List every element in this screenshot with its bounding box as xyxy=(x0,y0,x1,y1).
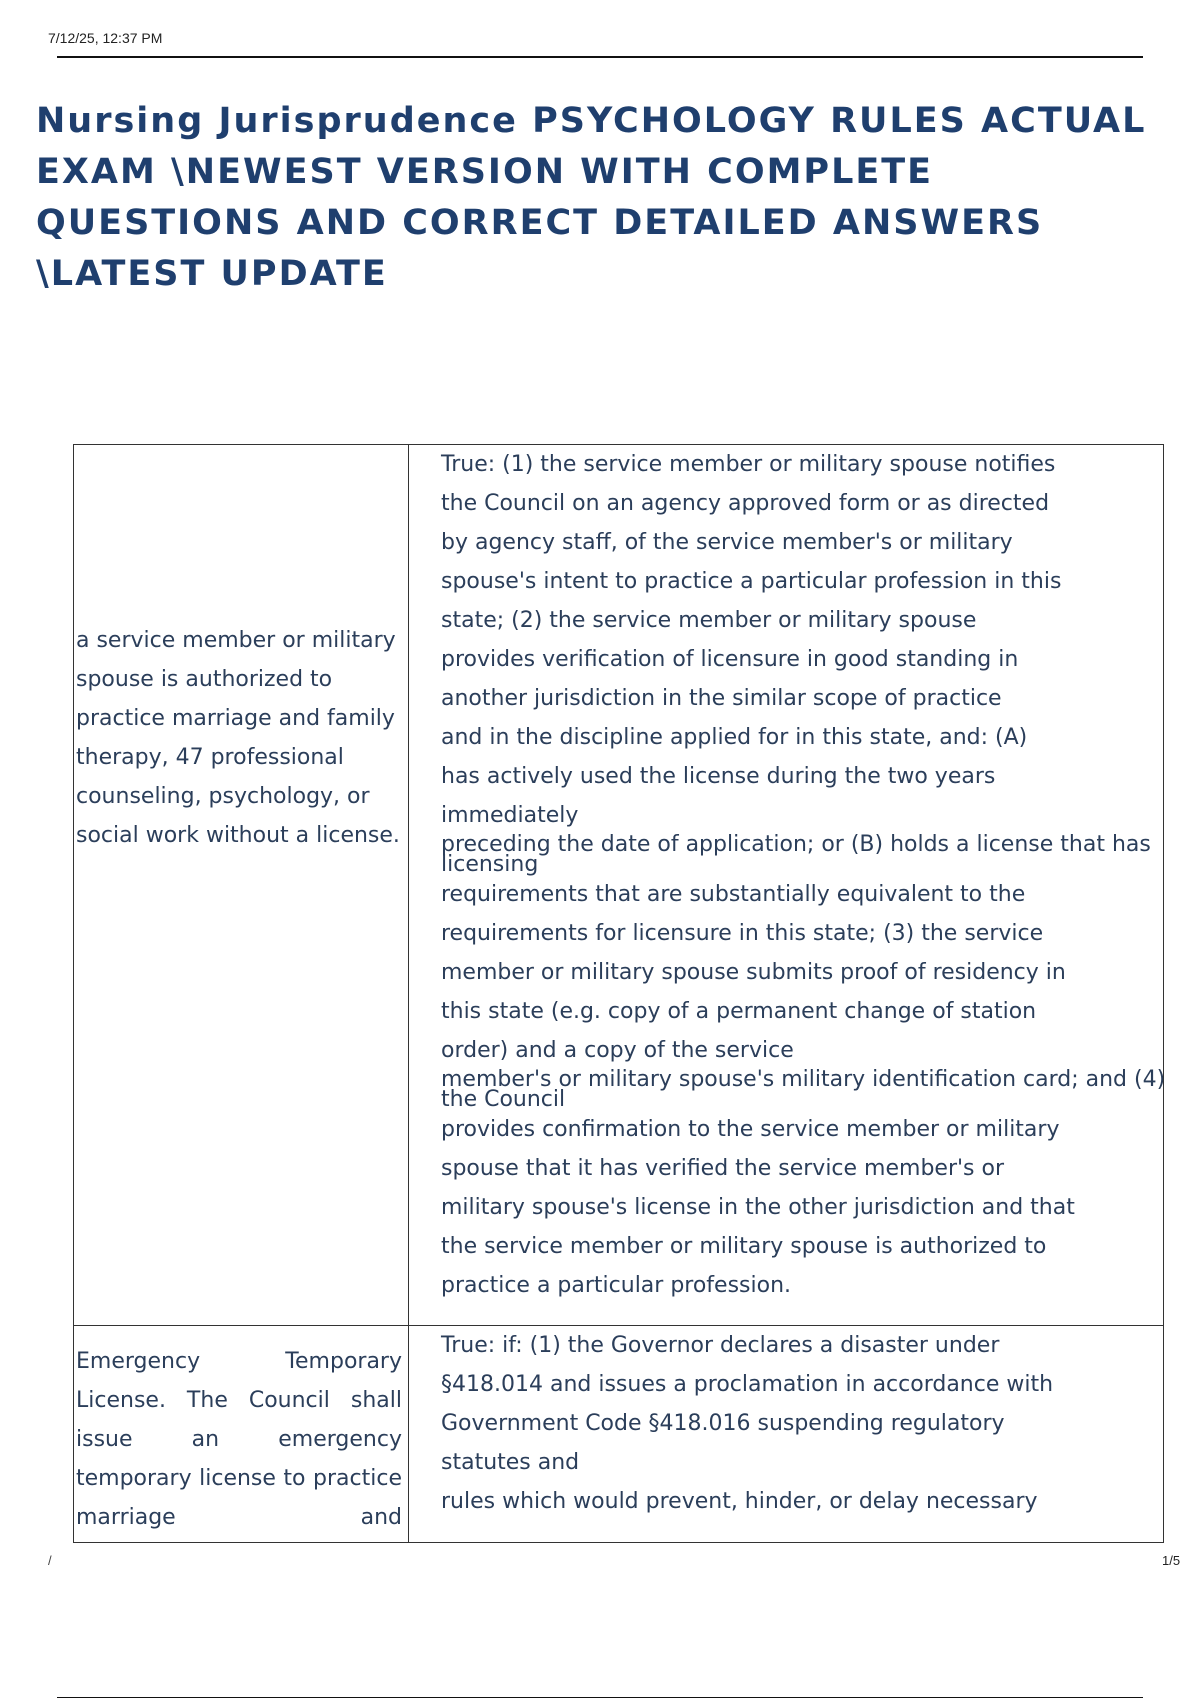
answer-text xyxy=(409,1326,1163,1542)
answer-line: True: if: (1) the Governor declares a disaster under xyxy=(441,1333,1000,1358)
answer-line: state; (2) the service member or military spouse xyxy=(441,608,977,633)
answer-line: the Council xyxy=(441,1087,566,1112)
question-cell xyxy=(74,445,409,1326)
answer-line: spouse that it has verified the service member's or xyxy=(441,1156,1005,1181)
answer-line: order) and a copy of the service xyxy=(441,1038,794,1063)
answer-line: member's or military spouse's military identification card; and (4) xyxy=(441,1067,1166,1092)
answer-text xyxy=(409,445,1166,1313)
answer-line: rules which would prevent, hinder, or delay necessary xyxy=(441,1489,1038,1514)
answer-line: Government Code §418.016 suspending regulatory xyxy=(441,1411,1005,1436)
qa-table xyxy=(73,444,1164,1543)
answer-line: provides confirmation to the service member or military xyxy=(441,1117,1060,1142)
question-text: a service member or military spouse is authorized to practice marriage and family therapy, 47 professional counseling, psychology, or social work without a license. xyxy=(76,628,400,848)
answer-line: True: (1) the service member or military spouse notifies xyxy=(441,452,1056,477)
answer-line: provides verification of licensure in good standing in xyxy=(441,647,1019,672)
answer-line: requirements for licensure in this state; (3) the service xyxy=(441,921,1044,946)
answer-line: immediately xyxy=(441,803,579,828)
footer-rule xyxy=(57,1697,1143,1698)
answer-line: the Council on an agency approved form or as directed xyxy=(441,491,1050,516)
answer-line: military spouse's license in the other jurisdiction and that xyxy=(441,1195,1075,1220)
answer-line: §418.014 and issues a proclamation in accordance with xyxy=(441,1372,1054,1397)
answer-line: has actively used the license during the two years xyxy=(441,764,996,789)
footer-mark: / xyxy=(48,1553,52,1568)
table-row xyxy=(74,1326,1164,1543)
question-cell xyxy=(74,1326,409,1543)
answer-line: this state (e.g. copy of a permanent change of station xyxy=(441,999,1037,1024)
answer-line: by agency staff, of the service member's or military xyxy=(441,530,1013,555)
answer-line: spouse's intent to practice a particular profession in this xyxy=(441,569,1062,594)
answer-line: member or military spouse submits proof of residency in xyxy=(441,960,1066,985)
answer-line: practice a particular profession. xyxy=(441,1273,792,1298)
answer-line: requirements that are substantially equivalent to the xyxy=(441,882,1026,907)
answer-line: and in the discipline applied for in this state, and: (A) xyxy=(441,725,1028,750)
print-timestamp: 7/12/25, 12:37 PM xyxy=(48,30,163,46)
question-text: Emergency Temporary License. The Council shall issue an emergency temporary license to practice marriage and xyxy=(76,1349,402,1530)
answer-line: another jurisdiction in the similar scope of practice xyxy=(441,686,1002,711)
answer-cell xyxy=(409,445,1164,1326)
answer-line: licensing xyxy=(441,852,539,877)
answer-cell xyxy=(409,1326,1164,1543)
answer-line: statutes and xyxy=(441,1450,580,1475)
answer-line: preceding the date of application; or (B) holds a license that has xyxy=(441,832,1151,857)
header-rule xyxy=(57,56,1143,58)
document-title: Nursing Jurisprudence PSYCHOLOGY RULES ACTUAL EXAM \NEWEST VERSION WITH COMPLETE QUESTIONS AND CORRECT DETAILED ANSWERS \LATEST UPDATE xyxy=(36,101,1147,294)
answer-line: the service member or military spouse is authorized to xyxy=(441,1234,1047,1259)
table-row xyxy=(74,445,1164,1326)
page-number: 1/5 xyxy=(1162,1553,1181,1568)
